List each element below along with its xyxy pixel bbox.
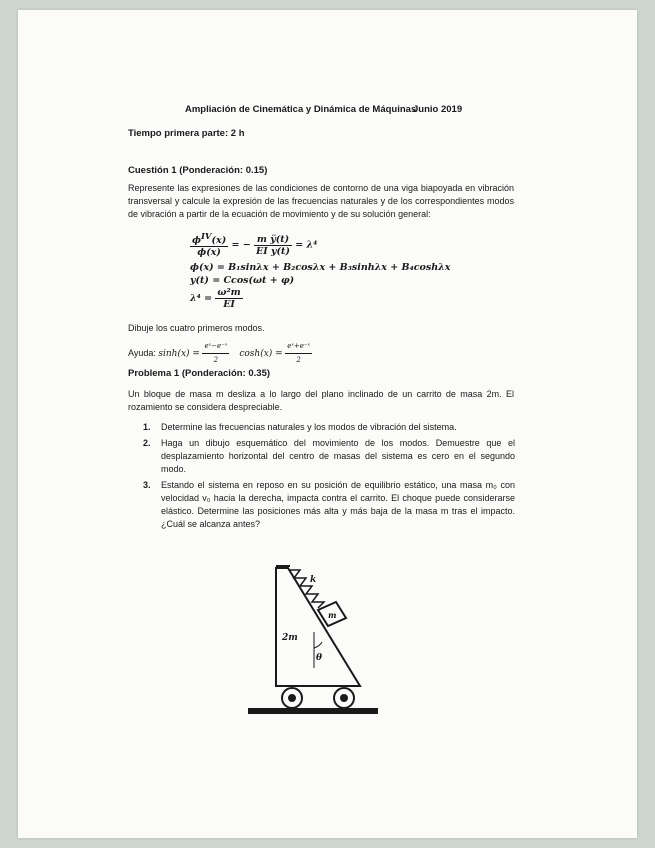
problem1-text: Un bloque de masa m desliza a lo largo del plano inclinado de un carrito de masa 2m. El rozamiento se considera despreciable. [128,389,514,412]
document-title: Ampliación de Cinemática y Dinámica de Máquinas [185,104,417,115]
draw-modes-text: Dibuje los cuatro primeros modos. [128,323,265,333]
equation-fraction-right: $\frac{\text{m ÿ(t)}}{\text{EI y(t)}}$ [256,233,290,257]
problem1-title: Problema 1 (Ponderación: 0.35) [128,368,271,379]
question1-text: Represente las expresiones de las condiciones de contorno de una viga biapoyada en vibración transversal y calcule la expresión de las frecuencias naturales y de los correspondientes modos de vibración a partir de la ecuación de movimiento y de su solución general: [128,183,514,219]
angle-label: θ [316,653,323,663]
cart-label: 2m [282,633,298,643]
time-label: Tiempo primera parte: 2 h [128,128,245,139]
list-item: 3. Estando el sistema en reposo en su posición de equilibrio estático, una masa m₀ con velocidad v₀ hacia la derecha, impacta contra el carrito. El choque puede considerarse elástico. Determine las posiciones más alta y más baja de la masa m tras el impacto. ¿Cuál se alcanza antes? [143,480,515,529]
help-line: Ayuda: sinh(x) = $\frac{\text{eˣ−e⁻ˣ}}{2}$ cosh(x) = $\frac{\text{eˣ+e⁻ˣ}}{2}$ [128,340,514,367]
list-item: 1. Determine las frecuencias naturales y los modos de vibración del sistema. [143,422,457,432]
equation-lambda: λ⁴ = $\frac{\text{ω²m}}{EI}$ [190,287,241,310]
question1-title: Cuestión 1 (Ponderación: 0.15) [128,165,268,176]
ground [248,708,378,714]
cart-body [276,568,360,686]
document-date: Junio 2019 [413,104,463,115]
block-label: m [328,610,337,620]
cart-diagram [248,548,378,724]
equation-motion: $\frac{\phi^{IV}(x)}{\phi(x)}$ = − $\frac{\text{m ÿ(t)}}{\text{EI y(t)}}$ = λ⁴ [192,232,318,259]
equation-time: y(t) = Ccos(ωt + φ) [190,275,295,286]
sinh-fraction: $\frac{\text{eˣ−e⁻ˣ}}{2}$ [204,342,228,364]
spring [290,570,324,608]
equation-lambda-fraction: $\frac{\text{ω²m}}{EI}$ [217,287,241,310]
spring-label: k [310,575,317,585]
problem1-list [143,421,515,534]
equation-fraction-left: $\frac{\phi^{IV}(x)}{\phi(x)}$ [192,232,227,259]
angle-arc [314,642,322,648]
list-item: 2. Haga un dibujo esquemático del movimiento de los modos. Demuestre que el desplazamiento horizontal del centro de masas del sistema es cero en el segundo modo. [143,438,515,474]
cosh-fraction: $\frac{\text{eˣ+e⁻ˣ}}{2}$ [287,342,311,364]
equation-general-solution: ϕ(x) = B₁sinλx + B₂cosλx + B₃sinhλx + B₄coshλx [190,262,451,273]
